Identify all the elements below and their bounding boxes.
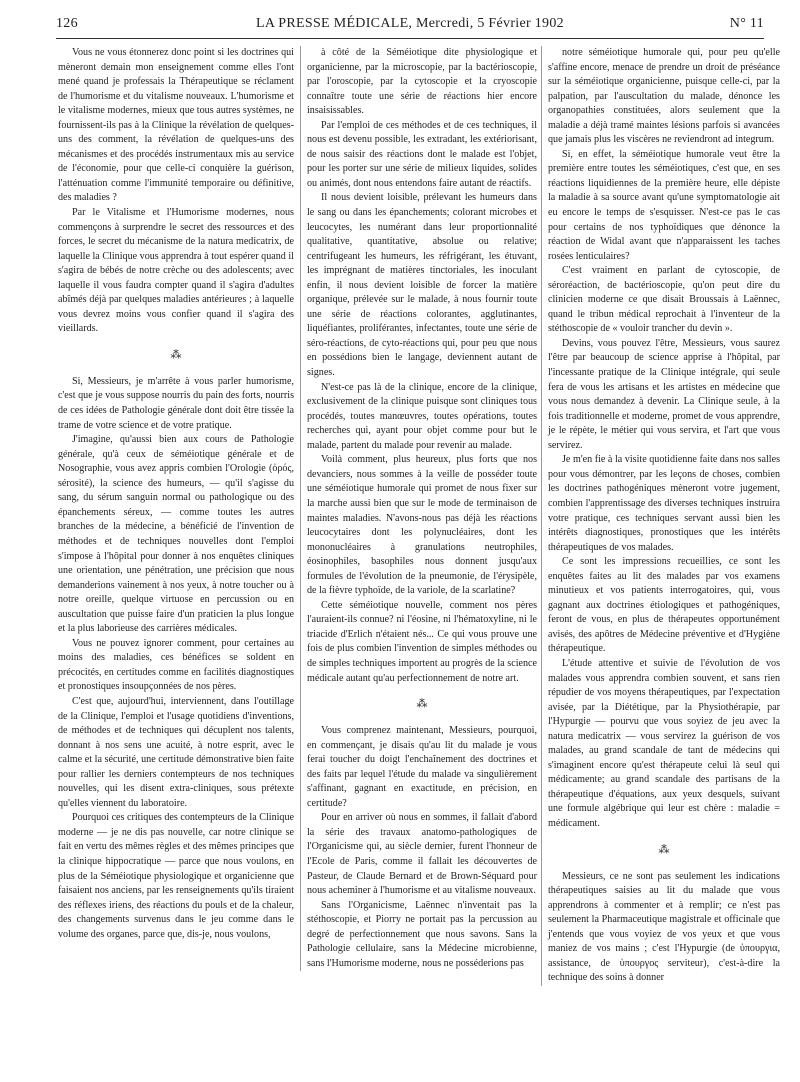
paragraph: Il nous devient loisible, prélevant les humeurs dans le sang ou dans les épanchements; colorant microbes et leucocytes, les numérant dans leur proportionnalité qualitative, quantitative, absolue ou relative; centrifugeant les humeurs, les réfrigérant, les étuvant, les imprégnant de matières tinctoriales, les inoculant enfin, il nous devient loisible de forcer la matière organique, prélevée sur le malade, à nous fournir toute une série de réactions colorantes, agglutinantes, liquéfiantes, proliférantes, infectantes, toute une série de séro-réactions, de cyto-réactions qui, pour peu que nous en possédions bien le langage, deviennent autant de signes. xyxy=(307,192,537,379)
paragraph: Si, en effet, la séméiotique humorale veut être la première entre toutes les séméiotiques, c'est que, en ses réactions liquidiennes de la première heure, elle dépiste la maladie à sa source avant qu'une symptomatologie ait eu encore le temps de s'esquisser. N'est-ce pas le cas pour certains de nos typhoïdiques que dénonce la réaction de Widal avant que n'apparaissent les taches rosées lenticulaires? xyxy=(548,148,780,262)
paragraph: N'est-ce pas là de la clinique, encore de la clinique, exclusivement de la clinique puisque sont cliniques tous procédés, toutes manœuvres, toutes opérations, toutes recherches qui, ayant pour objet comme pour but le malade, partent du malade pour revenir au malade. xyxy=(307,381,537,451)
journal-title: LA PRESSE MÉDICALE, Mercredi, 5 Février 1902 xyxy=(256,16,564,31)
paragraph: Par le Vitalisme et l'Humorisme modernes, nous commençons à surprendre le secret des ressources et des forces, le secret du mécanisme de la natura medicatrix, de laquelle la Clinique vous apprendra à tout espérer quand il s'agira de bébés de notre crèche ou des adolescents; avec laquelle il vous faudra compter quand il s'agira d'adultes abîmés déjà par quelques maladies antérieures ; à laquelle vous devrez moins vous confier quand il s'agira des vieillards. xyxy=(58,207,294,335)
paragraph: C'est vraiment en parlant de cytoscopie, de séroréaction, de bactérioscopie, qu'on peut dire du clinicien moderne ce que disait Broussais à Laënnec, quand le tribun médical reprochait à l'inventeur de la stéthoscopie de « vouloir trancher du devin ». xyxy=(548,265,780,335)
page-number: 126 xyxy=(56,16,78,31)
paragraph: Vous comprenez maintenant, Messieurs, pourquoi, en commençant, je disais qu'au lit du malade je vous ferai toucher du doigt l'enchaînement des doctrines et des faits par lequel l'étude du malade va singulièrement s'affinant, gagnant en exactitude, en précision, en certitude? xyxy=(307,725,537,809)
paragraph: C'est que, aujourd'hui, interviennent, dans l'outillage de la Clinique, l'emploi et l'usage quotidiens d'inventions, de méthodes et de techniques qui décuplent nos talents, donnant à nos sens une acuité, à notre esprit, avec le calme et la sécurité, une certitude démonstrative bien faite pour rallier les derniers contempteurs de nos techniques nouvelles, qui les disent extra-cliniques, sous prétexte qu'elles viennent du laboratoire. xyxy=(58,695,294,809)
paragraph: Sans l'Organicisme, Laënnec n'inventait pas la stéthoscopie, et Piorry ne portait pas la percussion au degré de perfectionnement que nous savons. Sans la Pathologie cellulaire, sans la Médecine microbienne, sans l'Humorisme moderne, nous ne posséderions pas xyxy=(307,899,537,969)
column-2 xyxy=(300,46,537,971)
paragraph: Pour en arriver où nous en sommes, il fallait d'abord la série des travaux anatomo-pathologiques de l'Organicisme qui, au siècle dernier, furent l'honneur de l'Ecole de Paris, comme il fallait les découvertes de Pasteur, de Claude Bernard et de Brown-Séquard pour nous acheminer à l'humorisme et au vitalisme nouveaux. xyxy=(307,812,537,897)
paragraph: Devins, vous pouvez l'être, Messieurs, vous saurez l'être par beaucoup de science apprise à l'hôpital, par l'incessante pratique de la Clinique intégrale, qui seule fera de vous les artisans et les artistes en médecine que vous nous demandez à devenir. La Clinique seule, à la fois traditionnelle et moderne, promet de vous apprendre, je le répète, le métier qui vous servira, et l'art que vous servirez. xyxy=(548,337,780,451)
section-separator: ⁂ xyxy=(170,348,182,361)
paragraph: Si, Messieurs, je m'arrête à vous parler humorisme, c'est que je vous suppose nourris du pain des forts, nourris de ces idées de Pathologie générale dont doit être tissée la trame de votre science et de votre pratique. xyxy=(58,375,294,431)
running-header xyxy=(56,16,764,39)
paragraph: Je m'en fie à la visite quotidienne faite dans nos salles pour vous démontrer, par les leçons de choses, combien les doctrines pathogéniques mèneront votre jugement, combien l'apprentissage des diverses techniques instruira votre pratique, ces techniques servant aussi bien les intérêts diagnostiques, pronostiques que les intérêts thérapeutiques de vos malades. xyxy=(548,454,780,553)
paragraph: Vous ne vous étonnerez donc point si les doctrines qui mèneront demain mon enseignement comme elles l'ont mené quand je professais la Thérapeutique se réclament de l'humorisme et du vitalisme nouveaux. L'humorisme et le vitalisme modernes, mieux que tous autres systèmes, ne fournissent-ils pas à la Clinique la révélation de quelques-uns des comment, la révélation de quelques-uns des mécanismes et des procédés instrumentaux mis au service de l'économie, pour que celle-ci conquière la guérison, l'atténuation comme l'immunité temporaire ou définitive, des maladies ? xyxy=(58,47,294,204)
paragraph: Cette séméiotique nouvelle, comment nos pères l'auraient-ils connue? ni l'éosine, ni l'hématoxyline, ni le triacide d'Erlich n'étaient nés... Ce qui vous prouve une fois de plus combien l'invention de simples méthodes ou de simples techniques importent au progrès de la science médicale autant qu'au perfectionnement de notre art. xyxy=(307,599,537,684)
paragraph: Par l'emploi de ces méthodes et de ces techniques, il nous est devenu possible, les extradant, les extériorisant, de nous saisir des réactions dont le malade est l'objet, pour les porter sur une série de milieux liquides, solides ou animés, dont nous entendons faire autant de réactifs. xyxy=(307,119,537,189)
paragraph: Voilà comment, plus heureux, plus forts que nos devanciers, nous sommes à la veille de posséder toute une séméiotique humorale qui promet de nous fixer sur la marche aussi bien que sur le mode de terminaison de maintes maladies. N'avons-nous pas déjà les réactions leucocytaires dont les polynucléaires, dont les mononucléaires à granulations neutrophiles, éosinophiles, basophiles nous donnent jusqu'aux formules de l'évolution de la pneumonie, de l'érysipèle, de la fièvre typhoïde, de la variole, de la scarlatine? xyxy=(307,454,537,597)
paragraph: Vous ne pouvez ignorer comment, pour certaines au moins des maladies, ces bénéfices se soldent en précocités, en certitudes comme en facilités diagnostiques et pronostiques insoupçonnées de nos pères. xyxy=(58,637,294,693)
section-separator: ⁂ xyxy=(416,698,428,711)
paragraph: J'imagine, qu'aussi bien aux cours de Pathologie générale, qu'à ceux de séméiotique générale et de Nosographie, vous avez appris combien l'Orologie (ὀρός, sérosité), la science des humeurs, — qu'il s'agisse du sang, du sérum sanguin normal ou pathologique ou des épanchements séreux, — comme toutes les autres branches de la médecine, a bénéficié de l'invention de méthodes et de techniques nouvelles dont l'emploi s'impose à l'hôpital pour donner à nos enquêtes cliniques une orientation, une pénétration, une précision que nous demanderions vainement à nos yeux, à notre toucher ou à notre oreille, quelque virtuose en percussion ou en auscultation que puisse faire d'un praticien la plus longue et la plus laborieuse des carrières médicales. xyxy=(58,434,294,635)
section-separator: ⁂ xyxy=(658,843,670,856)
column-3 xyxy=(541,46,780,986)
paragraph: L'étude attentive et suivie de l'évolution de vos malades vous apprendra combien souvent, et sans rien répudier de vos moyens thérapeutiques, par l'expectation avisée, par la Diététique, par la Physiothérapie, par l'Hypurgie — pourvu que vous soyiez de jeu avec la natura medicatrix — vous servirez la guérison de vos malades, au grand scandale de tant de médecins qui s'imaginent encore qu'est thérapeute celui là seul qui médicamente; au grand scandale des partisans de la thérapeutique d'équations, aux yeux desquels, suivant une formule algébrique qui leur est chère : maladie = médicament. xyxy=(548,657,780,829)
paragraph: Pourquoi ces critiques des contempteurs de la Clinique moderne — je ne dis pas nouvelle, car notre clinique se fait en vertu des mêmes règles et des mêmes principes que la clinique hippocratique — parce que nous voulons, en plus de la Séméiotique physiologique et organicienne que faisaient nos anciens, par les renseignements qu'ils tiraient des réflexes iriens, des réactions du pouls et de la chaleur, des changements survenus dans le jeu comme dans le volume des organes, parce que, dis-je, nous voulons, xyxy=(58,812,295,940)
issue-number: N° 11 xyxy=(729,16,764,31)
column-1 xyxy=(58,46,294,942)
paragraph: Ce sont les impressions recueillies, ce sont les enquêtes faites au lit des malades par vos examens minutieux et vos patients interrogatoires, qui, vous gagnant aux doctrines étiologiques et pathogéniques, feront de vous, en plus de thérapeutes opportunément avisés, des apôtres de Médecine préventive et d'Hygiène thérapeutique. xyxy=(548,556,780,655)
paragraph: notre séméiotique humorale qui, pour peu qu'elle s'affine encore, menace de prendre un droit de préséance sur la séméiotique organicienne, puisque celle-ci, par la palpation, par l'auscultation du malade, dénonce les organopathies constituées, alors seulement que la maladie a déjà tramé maintes lésions parfois si avancées que jamais plus les viscères ne reviendront ad integrum. xyxy=(548,47,780,146)
paragraph: Messieurs, ce ne sont pas seulement les indications thérapeutiques saisies au lit du malade que vous apprendrons à commenter et à remplir; ce n'est pas seulement la Pharmaceutique magistrale et officinale que j'entends que vous voyiez de vos yeux et que vous maniez de vos mains ; c'est l'Hypurgie (de ὑπουργια, assistance, de ὑπουργος serviteur), c'est-à-dire la technique des soins à donner xyxy=(548,870,780,984)
paragraph: à côté de la Séméiotique dite physiologique et organicienne, par la microscopie, par la bactérioscopie, par l'oroscopie, par la cytoscopie et la cryoscopie connaître toute une série de réactions hier encore insaisissables. xyxy=(307,47,537,117)
